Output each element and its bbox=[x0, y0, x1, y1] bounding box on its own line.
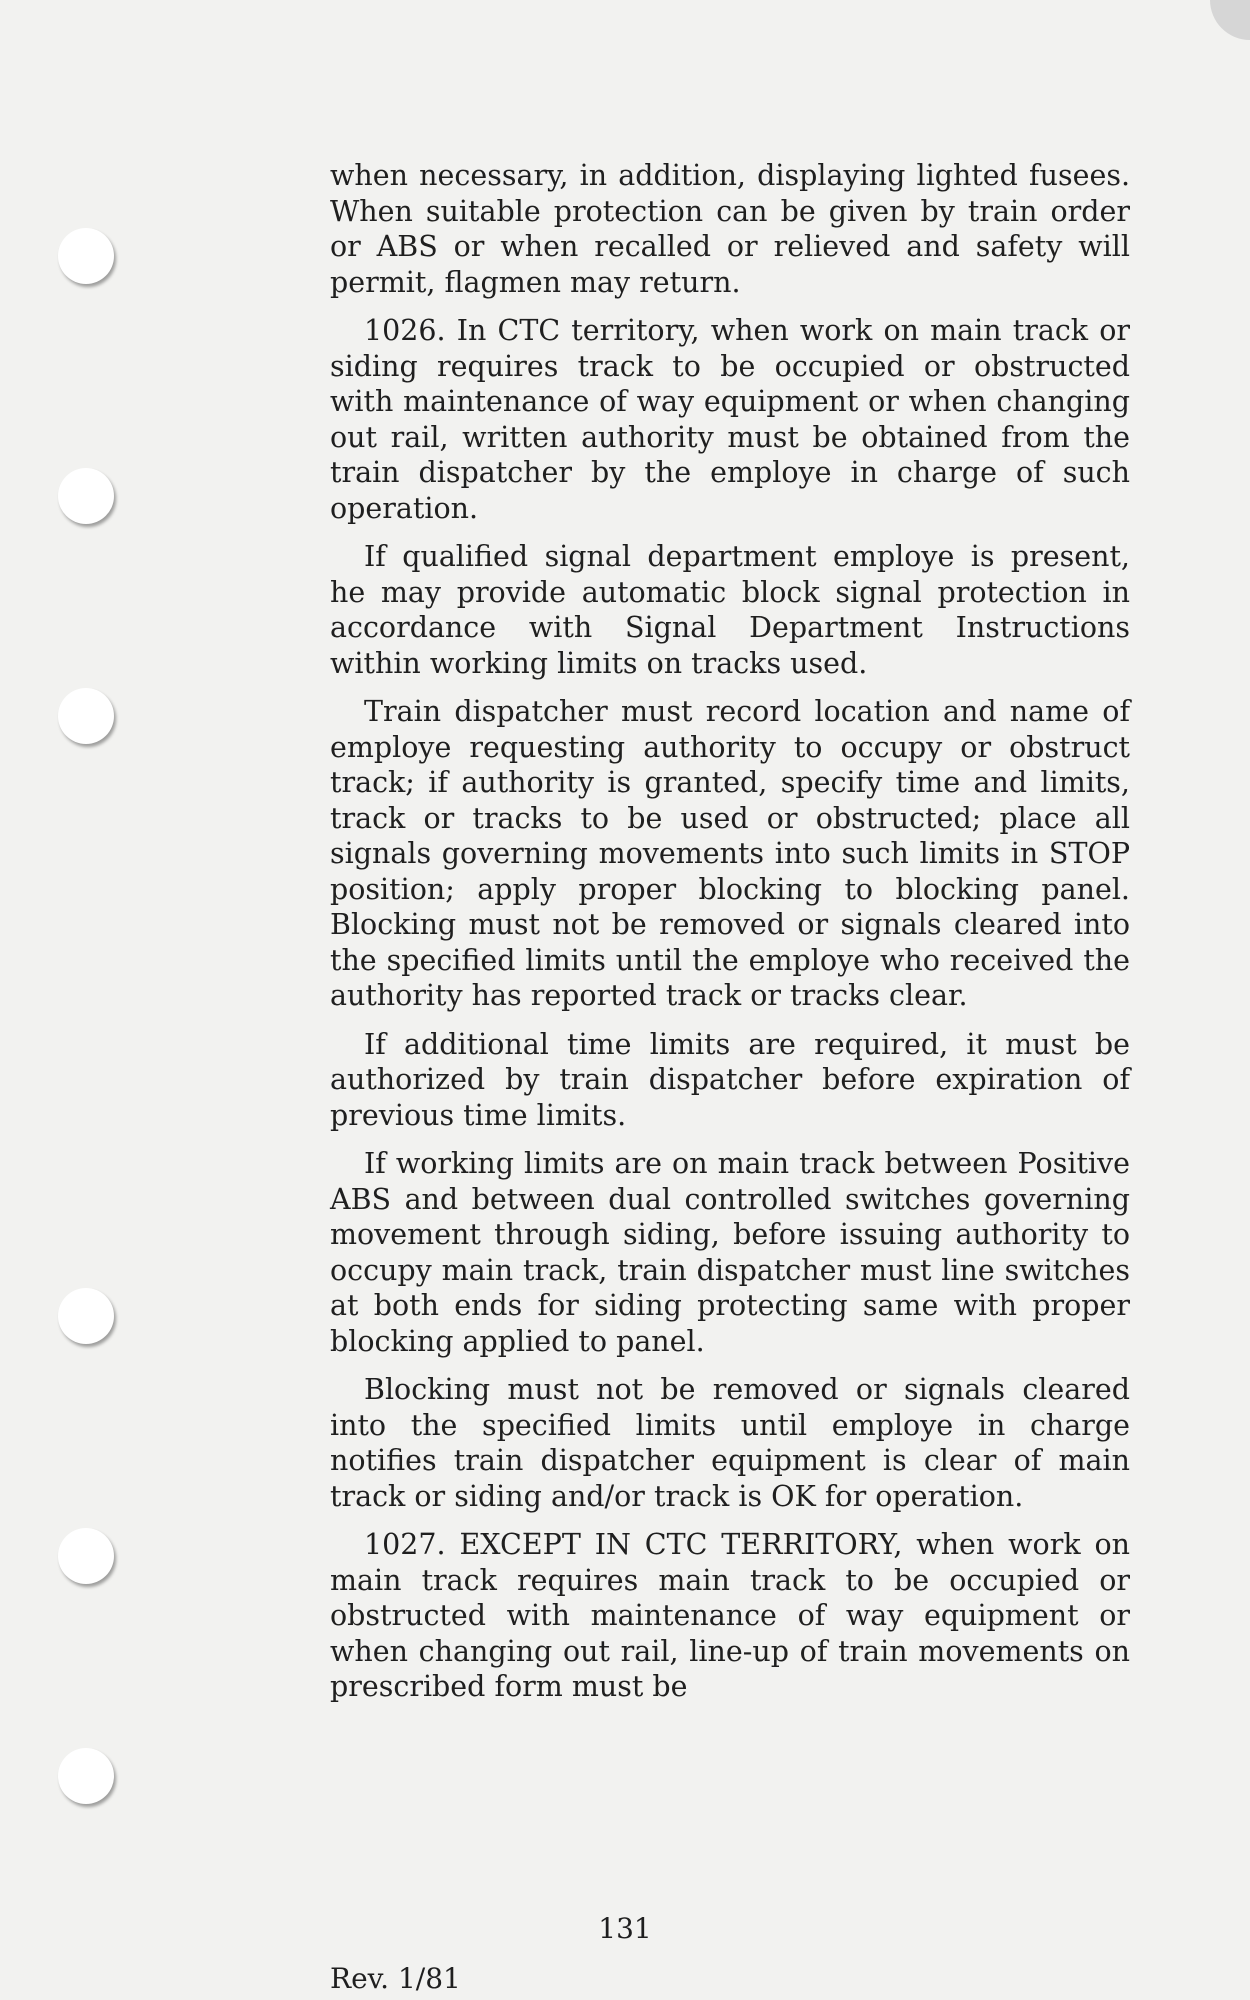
binder-hole bbox=[58, 468, 114, 524]
paragraph-dispatcher-record: Train dispatcher must record location and name of employe requesting authority to occupy or obstruct track; if authority is granted, specify time and limits, track or tracks to be used or obstructed; place all signals governing movements into such limits in STOP position; apply proper blocking to blocking panel. Blocking must not be removed or signals cleared into the specified limits until the employe who received the authority has reported track or tracks clear. bbox=[330, 695, 1130, 1012]
paragraph-blocking: Blocking must not be removed or signals cleared into the specified limits until employe in charge notifies train dispatcher equipment is clear of main track or siding and/or track is OK for operation. bbox=[330, 1373, 1130, 1513]
body-text bbox=[330, 158, 1130, 1718]
binder-hole bbox=[58, 688, 114, 744]
binder-hole bbox=[58, 1288, 114, 1344]
paragraph-signal-department: If qualified signal department employe is present, he may provide automatic block signal protection in accordance with Signal Department Instructions within working limits on tracks used. bbox=[330, 540, 1130, 680]
paragraph-continuation: when necessary, in addition, displaying lighted fusees. When suitable protection can be given by train order or ABS or when recalled or relieved and safety will permit, flagmen may return. bbox=[330, 159, 1130, 299]
paragraph-working-limits: If working limits are on main track between Positive ABS and between dual controlled switches governing movement through siding, before issuing authority to occupy main track, train dispatcher must line switches at both ends for siding protecting same with proper blocking applied to panel. bbox=[330, 1147, 1130, 1358]
page-corner bbox=[1210, 0, 1250, 40]
paragraph-rule-1027: 1027. EXCEPT IN CTC TERRITORY, when work on main track requires main track to be occupied or obstructed with maintenance of way equipment or when changing out rail, line-up of train movements on prescribed form must be bbox=[330, 1528, 1130, 1703]
binder-hole bbox=[58, 228, 114, 284]
binder-hole bbox=[58, 1748, 114, 1804]
paragraph-additional-time: If additional time limits are required, it must be authorized by train dispatcher before expiration of previous time limits. bbox=[330, 1027, 1130, 1132]
revision-label: Rev. 1/81 bbox=[330, 1962, 461, 1995]
paragraph-rule-1026: 1026. In CTC territory, when work on main track or siding requires track to be occupied or obstructed with maintenance of way equipment or when changing out rail, written authority must be obtained from the train dispatcher by the employe in charge of such operation. bbox=[330, 314, 1130, 525]
page-number: 131 bbox=[598, 1912, 652, 1945]
binder-hole bbox=[58, 1528, 114, 1584]
